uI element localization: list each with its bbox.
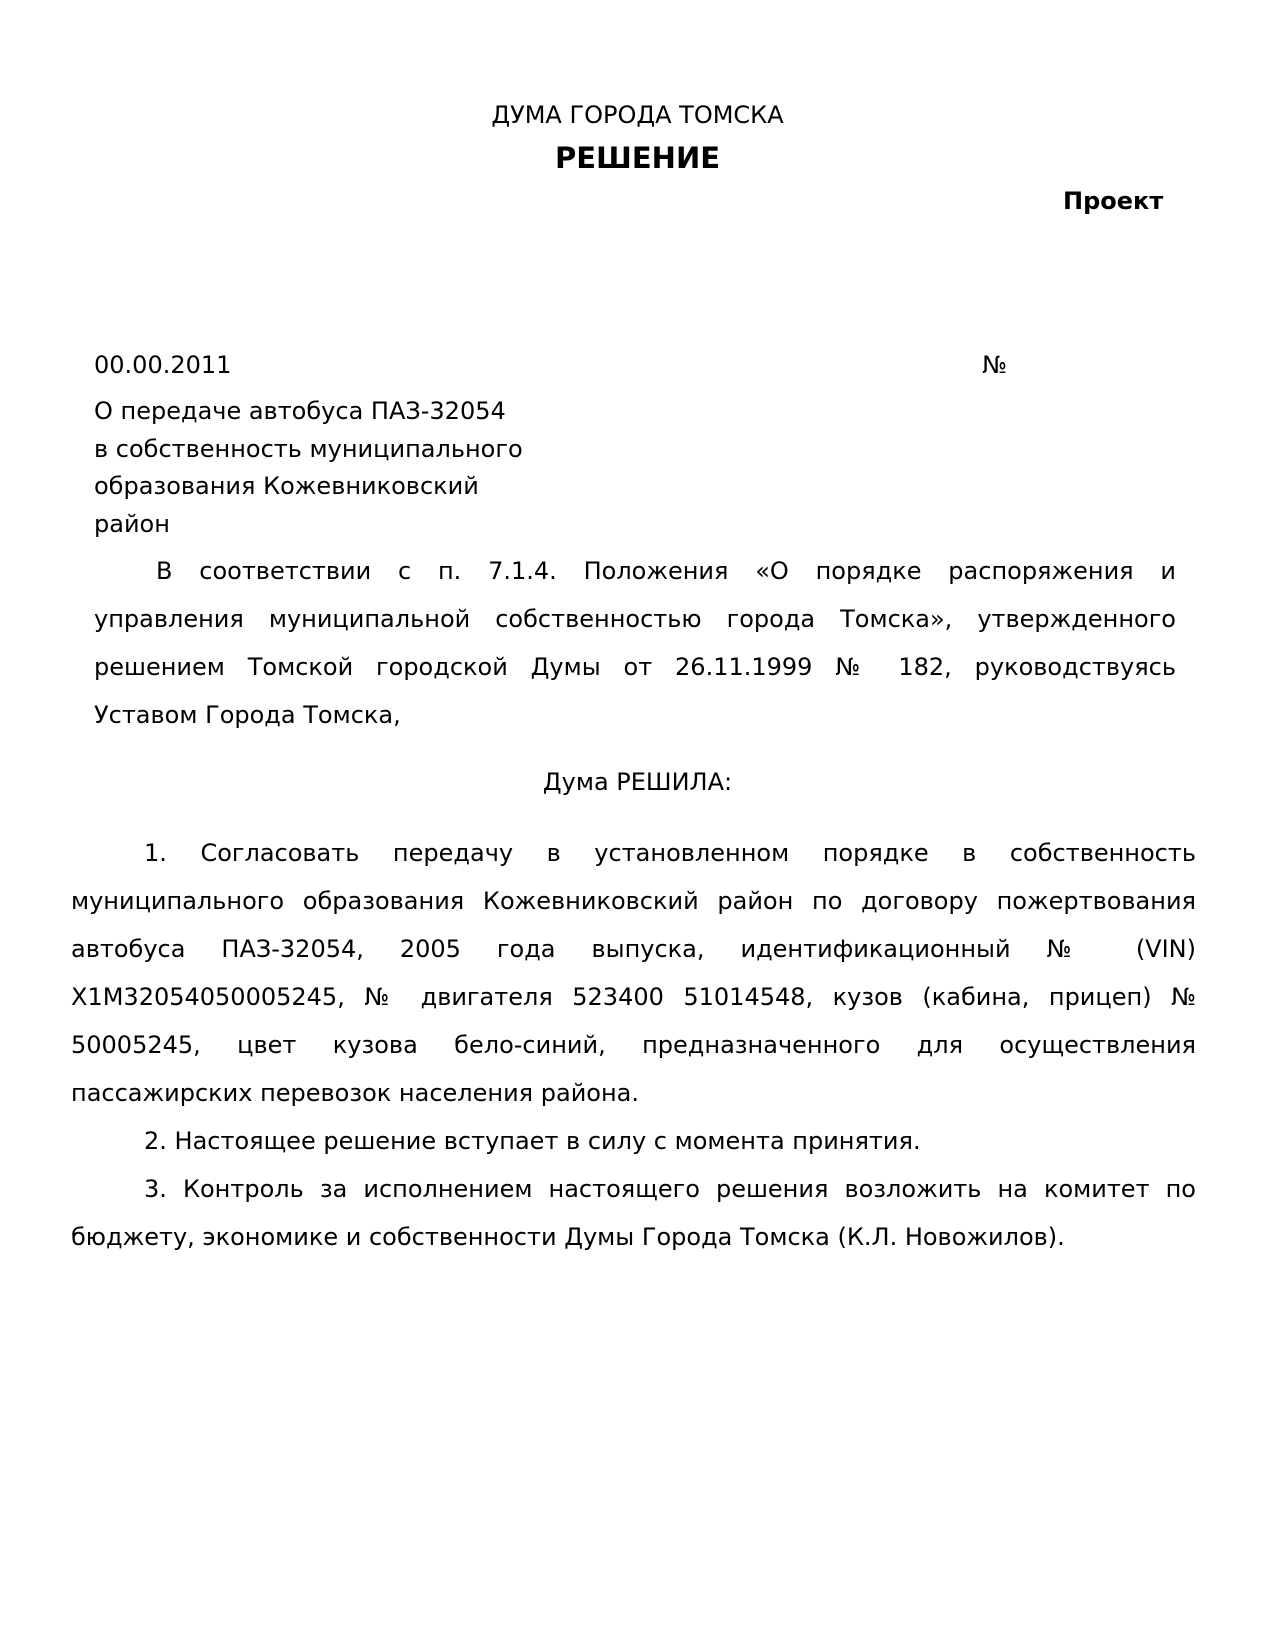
org-title: ДУМА ГОРОДА ТОМСКА (491, 101, 784, 129)
preamble-line: В соответствии с п. 7.1.4. Положения «О порядке распоряжения и (156, 557, 1176, 585)
item-1-line: X1M32054050005245, № двигателя 523400 51014548, кузов (кабина, прицеп) № (71, 983, 1196, 1011)
document-subject (94, 393, 523, 543)
item-1-line: автобуса ПАЗ-32054, 2005 года выпуска, идентификационный № (VIN) (71, 935, 1196, 963)
item-1-line: 50005245, цвет кузова бело-синий, предназначенного для осуществления (71, 1031, 1196, 1059)
document-date: 00.00.2011 (94, 351, 232, 379)
subject-line: район (94, 509, 170, 538)
draft-mark: Проект (1063, 187, 1164, 215)
document-type: РЕШЕНИЕ (554, 141, 721, 175)
document-number: № (982, 351, 1007, 379)
item-3-line: 3. Контроль за исполнением настоящего решения возложить на комитет по (144, 1175, 1196, 1203)
item-1-line: муниципального образования Кожевниковский район по договору пожертвования (71, 887, 1196, 915)
preamble-line: Уставом Города Томска, (94, 701, 401, 729)
subject-line: О передаче автобуса ПАЗ-32054 (94, 397, 506, 425)
resolved-heading: Дума РЕШИЛА: (542, 768, 733, 796)
item-2: 2. Настоящее решение вступает в силу с момента принятия. (144, 1127, 921, 1155)
item-1-line: 1. Согласовать передачу в установленном порядке в собственность (144, 839, 1196, 867)
subject-line: в собственность муниципального (94, 434, 523, 463)
preamble-line: решением Томской городской Думы от 26.11.1999 № 182, руководствуясь (94, 653, 1176, 681)
item-1-line: пассажирских перевозок населения района. (71, 1079, 639, 1107)
item-3-line: бюджету, экономике и собственности Думы Города Томска (К.Л. Новожилов). (71, 1223, 1065, 1251)
subject-line: образования Кожевниковский (94, 472, 479, 500)
preamble-line: управления муниципальной собственностью города Томска», утвержденного (94, 605, 1176, 633)
